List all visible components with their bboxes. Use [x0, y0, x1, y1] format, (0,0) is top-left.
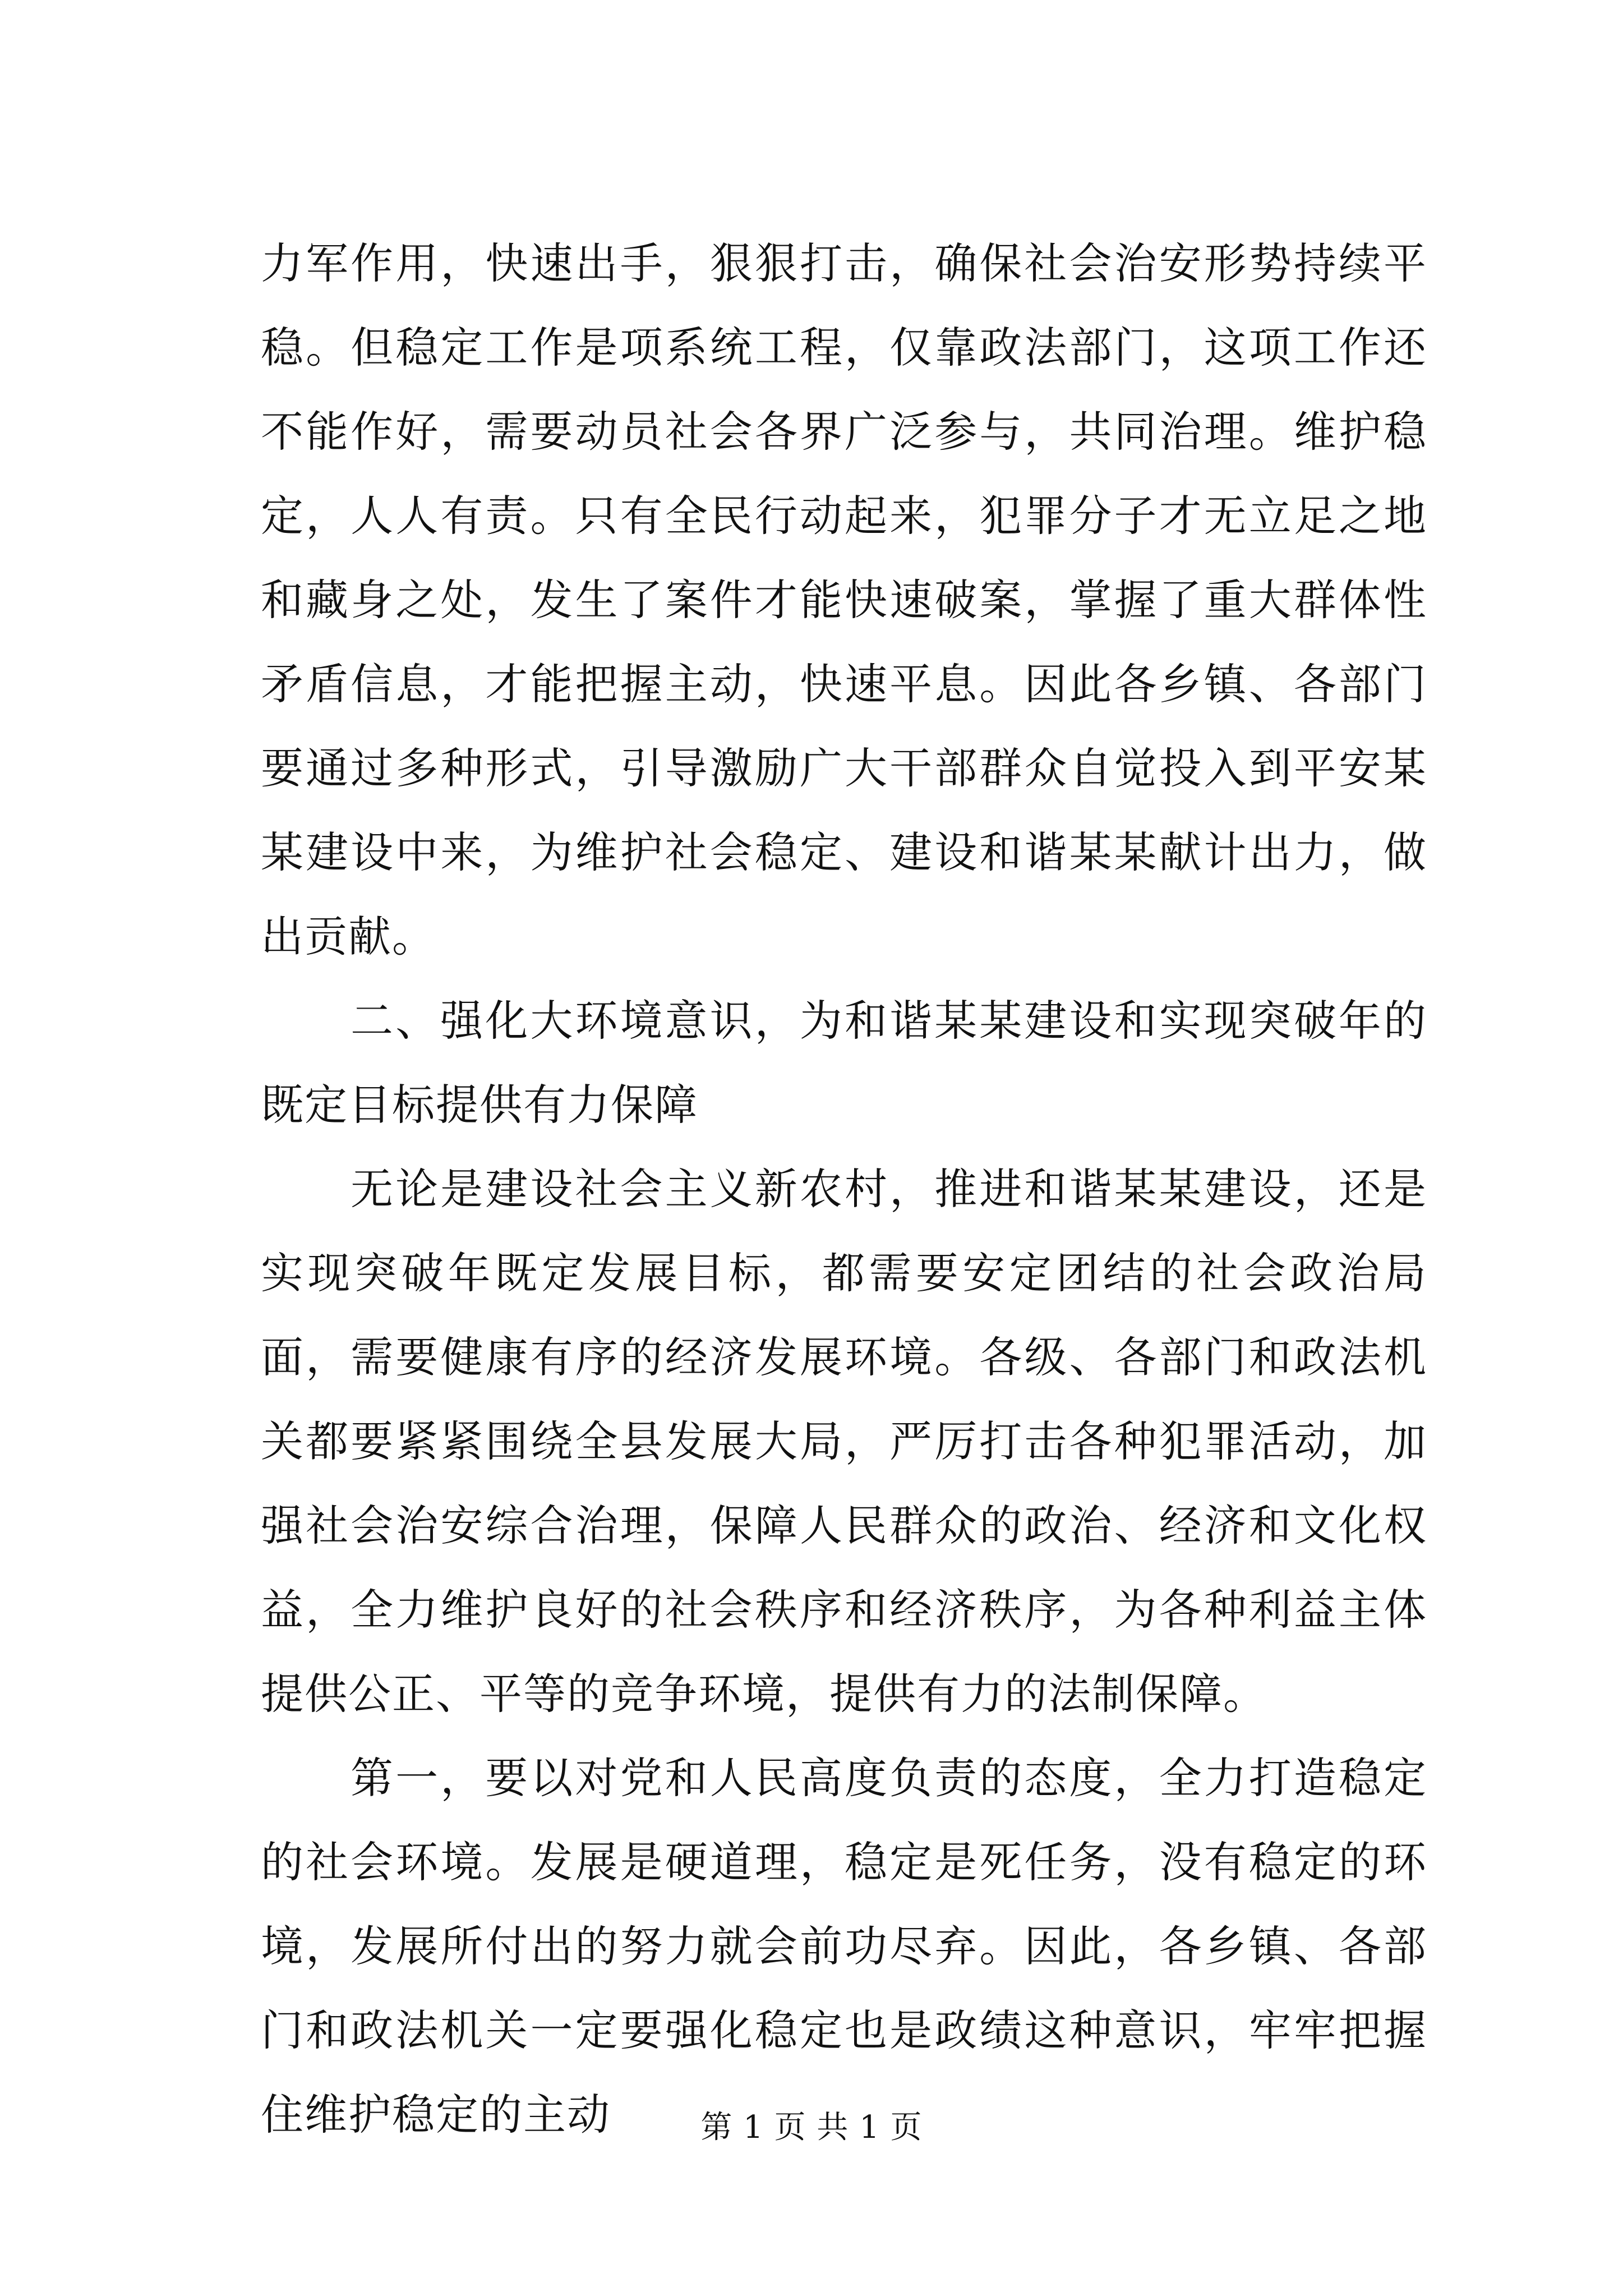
page-number-label: 第 1 页 共 1 页 [700, 2109, 923, 2146]
paragraph-continuation: 力军作用，快速出手，狠狠打击，确保社会治安形势持续平稳。但稳定工作是项系统工程，仅靠政法部门，这项工作还不能作好，需要动员社会各界广泛参与，共同治理。维护稳定，人人有责。只有全民行动起来，犯罪分子才无立足之地和藏身之处，发生了案件才能快速破案，掌握了重大群体性矛盾信息，才能把握主动，快速平息。因此各乡镇、各部门要通过多种形式，引导激励广大干部群众自觉投入到平安某某建设中来，为维护社会稳定、建设和谐某某献计出力，做出贡献。 [261, 238, 1427, 961]
paragraph-first-point: 第一，要以对党和人民高度负责的态度，全力打造稳定的社会环境。发展是硬道理，稳定是死任务，没有稳定的环境，发展所付出的努力就会前功尽弃。因此，各乡镇、各部门和政法机关一定要强化稳定也是政绩这种意识，牢牢把握住维护稳定的主动 [261, 1753, 1427, 2139]
document-body [261, 222, 1427, 2157]
page-footer [0, 2108, 1623, 2147]
paragraph-environment: 无论是建设社会主义新农村，推进和谐某某建设，还是实现突破年既定发展目标，都需要安定团结的社会政治局面，需要健康有序的经济发展环境。各级、各部门和政法机关都要紧紧围绕全县发展大局，严厉打击各种犯罪活动，加强社会治安综合治理，保障人民群众的政治、经济和文化权益，全力维护良好的社会秩序和经济秩序，为各种利益主体提供公正、平等的竞争环境，提供有力的法制保障。 [261, 1164, 1427, 1719]
section-heading-two: 二、强化大环境意识，为和谐某某建设和实现突破年的既定目标提供有力保障 [261, 996, 1427, 1130]
